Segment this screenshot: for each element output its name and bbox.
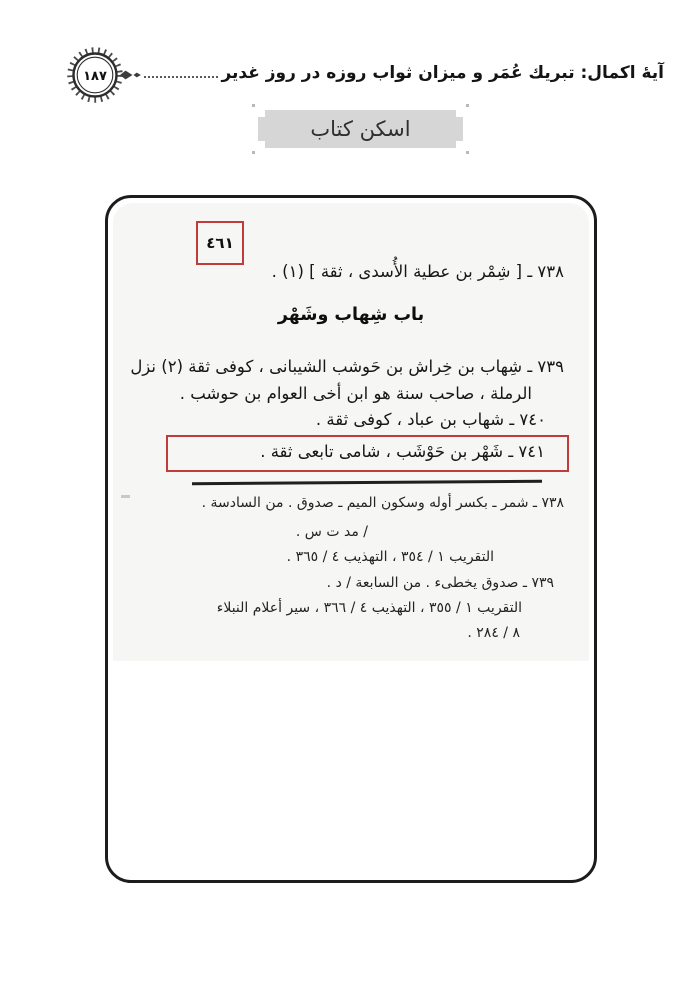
chapter-title: آيهٔ اكمال: تبريك عُمَر و ميزان ثواب روزه در روز غدير <box>221 62 664 83</box>
entry-738: ٧٣٨ ـ [ شِمْر بن عطية الأُسدى ، ثقة ] (١) . <box>271 262 564 281</box>
corner-notch <box>456 141 465 150</box>
entry-741: ٧٤١ ـ شَهْر بن حَوْشَب ، شامى تابعى ثقة . <box>260 442 545 461</box>
footnote-739-line1: ٧٣٩ ـ صدوق يخطىء . من السابعة / د . <box>326 575 554 591</box>
scanned-book-page <box>105 195 597 883</box>
header-page-number: ١٨٧ <box>83 69 107 84</box>
corner-notch <box>456 108 465 117</box>
page-number-ornament <box>64 44 144 106</box>
book-page-number-box <box>196 221 244 265</box>
footnote-738-line2: / مد ت س . <box>295 524 368 540</box>
corner-dot <box>466 104 469 107</box>
entry-739-line2: الرملة ، صاحب سنة هو ابن أخى العوام بن حوشب . <box>179 384 532 403</box>
corner-notch <box>256 141 265 150</box>
footnote-739-line3: ٨ / ٢٨٤ . <box>467 625 520 641</box>
book-page-number: ٤٦١ <box>206 234 234 252</box>
footnote-739-line2: التقريب ١ / ٣٥٥ ، التهذيب ٤ / ٣٦٦ ، سير أعلام النبلاء <box>216 600 522 616</box>
corner-dot <box>466 151 469 154</box>
footnote-738-line1: ٧٣٨ ـ شمر ـ بكسر أوله وسكون الميم ـ صدوق . من السادسة . <box>201 495 564 511</box>
corner-notch <box>256 108 265 117</box>
corner-dot <box>252 104 255 107</box>
scan-label-text: اسكن كتاب <box>310 117 411 141</box>
footnote-738-line3: التقريب ١ / ٣٥٤ ، التهذيب ٤ / ٣٦٥ . <box>286 549 494 565</box>
running-header <box>64 42 664 108</box>
highlight-box-741 <box>166 435 569 472</box>
entry-740: ٧٤٠ ـ شهاب بن عباد ، كوفى ثقة . <box>315 410 546 429</box>
entry-739-line1: ٧٣٩ ـ شِهاب بن خِراش بن حَوشب الشيبانى ، كوفى ثقة (٢) نزل <box>130 357 564 376</box>
scan-label-box <box>258 110 463 148</box>
leader-line <box>144 76 218 78</box>
scan-smudge <box>121 495 130 498</box>
section-heading: باب شِهاب وشَهْر <box>277 305 425 325</box>
corner-dot <box>252 151 255 154</box>
ornament-finial-tip-icon <box>134 73 141 78</box>
